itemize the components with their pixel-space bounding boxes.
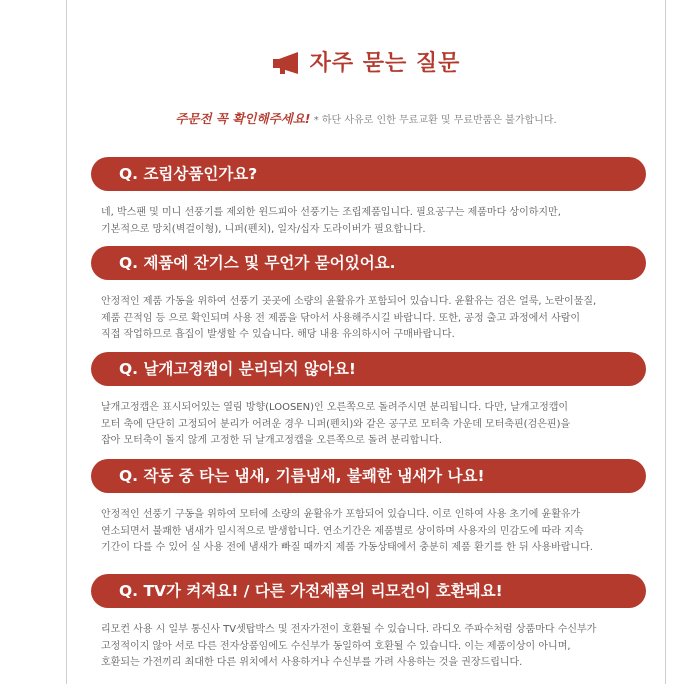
megaphone-icon [272,52,302,74]
answer-line: 모터 축에 단단히 고정되어 분리가 어려운 경우 니퍼(펜치)와 같은 공구로 모터축 가운데 모터축핀(검은핀)을 [101,418,571,430]
faq-item [91,352,646,450]
faq-item [91,157,646,238]
notice-detail: * 하단 사유로 인한 무료교환 및 무료반품은 불가합니다. [313,115,557,126]
faq-question: Q. TV가 켜져요! / 다른 가전제품의 리모컨이 호환돼요! [91,574,646,608]
order-notice [67,109,665,127]
faq-item [91,459,646,557]
faq-answer [91,280,646,344]
answer-line: 연소되면서 불쾌한 냄새가 일시적으로 발생합니다. 연소기간은 제품별로 상이하며 사용자의 민감도에 따라 지속 [101,525,584,537]
answer-line: 안정적인 선풍기 구동을 위하여 모터에 소량의 윤활유가 포함되어 있습니다. 이로 인하여 사용 초기에 윤활유가 [101,509,581,520]
page-title-row [67,46,665,77]
answer-line: 고정적이지 않아 서로 다른 전자상품임에도 수신부가 동일하여 호환될 수 있습니다. 이는 제품이상이 아니며, [101,640,571,652]
faq-question: Q. 작동 중 타는 냄새, 기름냄새, 불쾌한 냄새가 나요! [91,459,646,493]
answer-line: 직접 작업하므로 흡집이 발생할 수 있습니다. 해당 내용 유의하시어 구매바랍니다. [101,329,455,340]
faq-answer [91,608,646,672]
answer-line: 안정적인 제품 가동을 위하여 선풍기 곳곳에 소량의 윤활유가 포함되어 있습니다. 윤활유는 검은 얼룩, 노란이물질, [101,296,597,307]
faq-item [91,246,646,344]
faq-answer [91,493,646,557]
faq-question: Q. 조립상품인가요? [91,157,646,191]
faq-question: Q. 제품에 잔기스 및 무언가 묻어있어요. [91,246,646,280]
answer-line: 호환되는 가전끼리 최대한 다른 위치에서 사용하거나 수신부를 가려 사용하는 것을 권장드립니다. [101,657,523,668]
answer-line: 네, 박스팬 및 미니 선풍기를 제외한 윈드피아 선풍기는 조립제품입니다. 필요공구는 제품마다 상이하지만, [101,207,561,218]
faq-answer [91,191,646,238]
answer-line: 기간이 다를 수 있어 실 사용 전에 냄새가 빠질 때까지 제품 가동상태에서 충분히 제품 환기를 한 뒤 사용바랍니다. [101,542,593,553]
notice-emphasis: 주문전 꼭 확인해주세요! [175,111,311,126]
faq-question: Q. 날개고정캡이 분리되지 않아요! [91,352,646,386]
answer-line: 날개고정캡은 표시되어있는 열림 방향(LOOSEN)인 오른쪽으로 돌려주시면 분리됩니다. 다만, 날개고정캡이 [101,402,569,413]
answer-line: 기본적으로 망치(벽걸이형), 니퍼(펜치), 일자/십자 도라이버가 필요합니다. [101,223,426,235]
answer-line: 제품 끈적임 등 으로 확인되며 사용 전 제품을 닦아서 사용해주시길 바랍니다. 또한, 공정 출고 과정에서 사람이 [101,312,581,324]
faq-item [91,574,646,672]
content-frame [66,0,666,684]
faq-answer [91,386,646,450]
answer-line: 잡아 모터축이 돌지 않게 고정한 뒤 날개고정캡을 오른쪽으로 돌려 분리합니다. [101,435,442,446]
page-title: 자주 묻는 질문 [309,51,461,76]
answer-line: 리모컨 사용 시 일부 통신사 TV셋탑박스 및 전자가전이 호환될 수 있습니다. 라디오 주파수처럼 상품마다 수신부가 [101,624,597,635]
